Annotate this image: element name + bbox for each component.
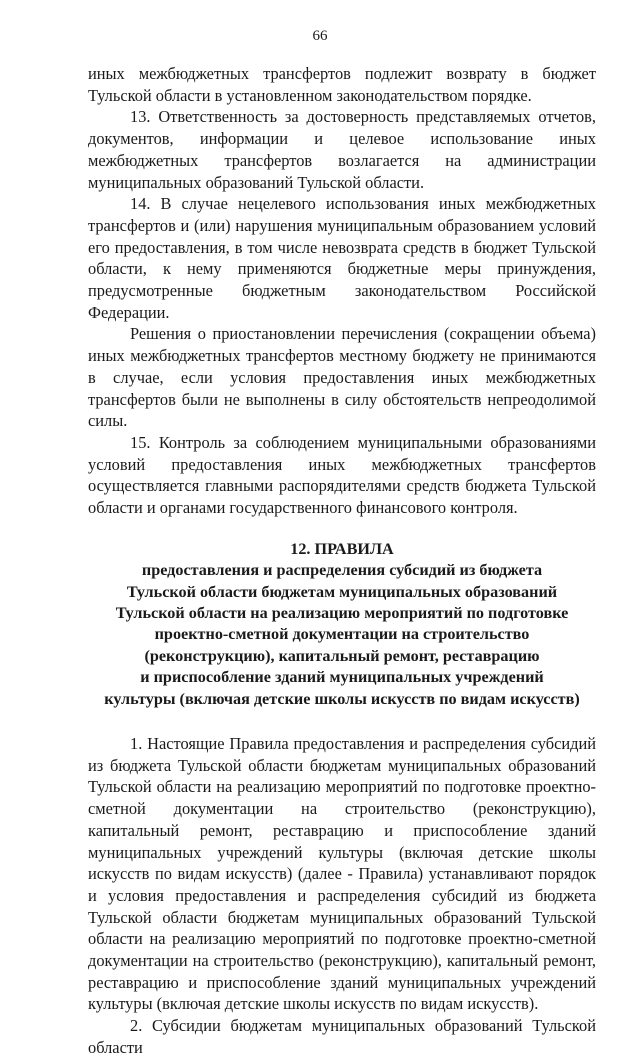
- section-title: 12. ПРАВИЛА: [290, 539, 394, 558]
- section-subtitle-line: Тульской области на реализацию мероприятий по подготовке: [115, 603, 569, 622]
- section-subtitle-line: и приспособление зданий муниципальных учреждений: [140, 668, 544, 687]
- section-heading: [88, 539, 596, 710]
- paragraph-14: 14. В случае нецелевого использования иных межбюджетных трансфертов и (или) нарушения муниципальным образованием условий его предоставления, в том числе невозврата средств в бюджет Тульской области, к нему применяются бюджетные меры принуждения, предусмотренные бюджетным законодательством Российской Федерации.: [88, 194, 596, 322]
- section-subtitle-line: (реконструкцию), капитальный ремонт, реставрацию: [144, 646, 540, 665]
- section-body: [88, 733, 596, 1059]
- section-subtitle-line: Тульской области бюджетам муниципальных образований: [126, 582, 558, 601]
- paragraph-14-decisions: Решения о приостановлении перечисления (сокращении объема) иных межбюджетных трансфертов местному бюджету не принимаются в случае, если условия предоставления иных межбюджетных трансфертов были не выполнены в силу обстоятельств непреодолимой силы.: [88, 324, 596, 431]
- section-subtitle-line: предоставления и распределения субсидий из бюджета: [141, 561, 543, 580]
- section-paragraph-2: 2. Субсидии бюджетам муниципальных образований Тульской области: [88, 1016, 596, 1057]
- page-number: 66: [312, 28, 328, 44]
- paragraph-13: 13. Ответственность за достоверность представляемых отчетов, документов, информации и целевое использование иных межбюджетных трансфертов возлагается на администрации муниципальных образований Тульской области.: [88, 107, 596, 192]
- section-paragraph-1: 1. Настоящие Правила предоставления и распределения субсидий из бюджета Тульской области бюджетам муниципальных образований Тульской области на реализацию мероприятий по подготовке проектно-сметной документации на строительство (реконструкцию), капитальный ремонт, реставрацию и приспособление зданий муниципальных учреждений культуры (включая детские школы искусств по видам искусств) (далее - Правила) устанавливают порядок и условия предоставления и распределения субсидий из бюджета Тульской области бюджетам муниципальных образований Тульской области на реализацию мероприятий по подготовке проектно-сметной документации на строительство (реконструкцию), капитальный ремонт, реставрацию и приспособление зданий муниципальных учреждений культуры (включая детские школы искусств по видам искусств).: [88, 734, 596, 1014]
- document-body: [88, 63, 596, 1059]
- section-subtitle-line: культуры (включая детские школы искусств по видам искусств): [104, 689, 580, 708]
- paragraph-15: 15. Контроль за соблюдением муниципальными образованиями условий предоставления иных межбюджетных трансфертов осуществляется главными распорядителями средств бюджета Тульской области и органами государственного финансового контроля.: [88, 432, 596, 518]
- section-subtitle-line: проектно-сметной документации на строительство: [154, 625, 530, 644]
- paragraph-continuation: иных межбюджетных трансфертов подлежит возврату в бюджет Тульской области в установленном законодательством порядке.: [88, 64, 596, 105]
